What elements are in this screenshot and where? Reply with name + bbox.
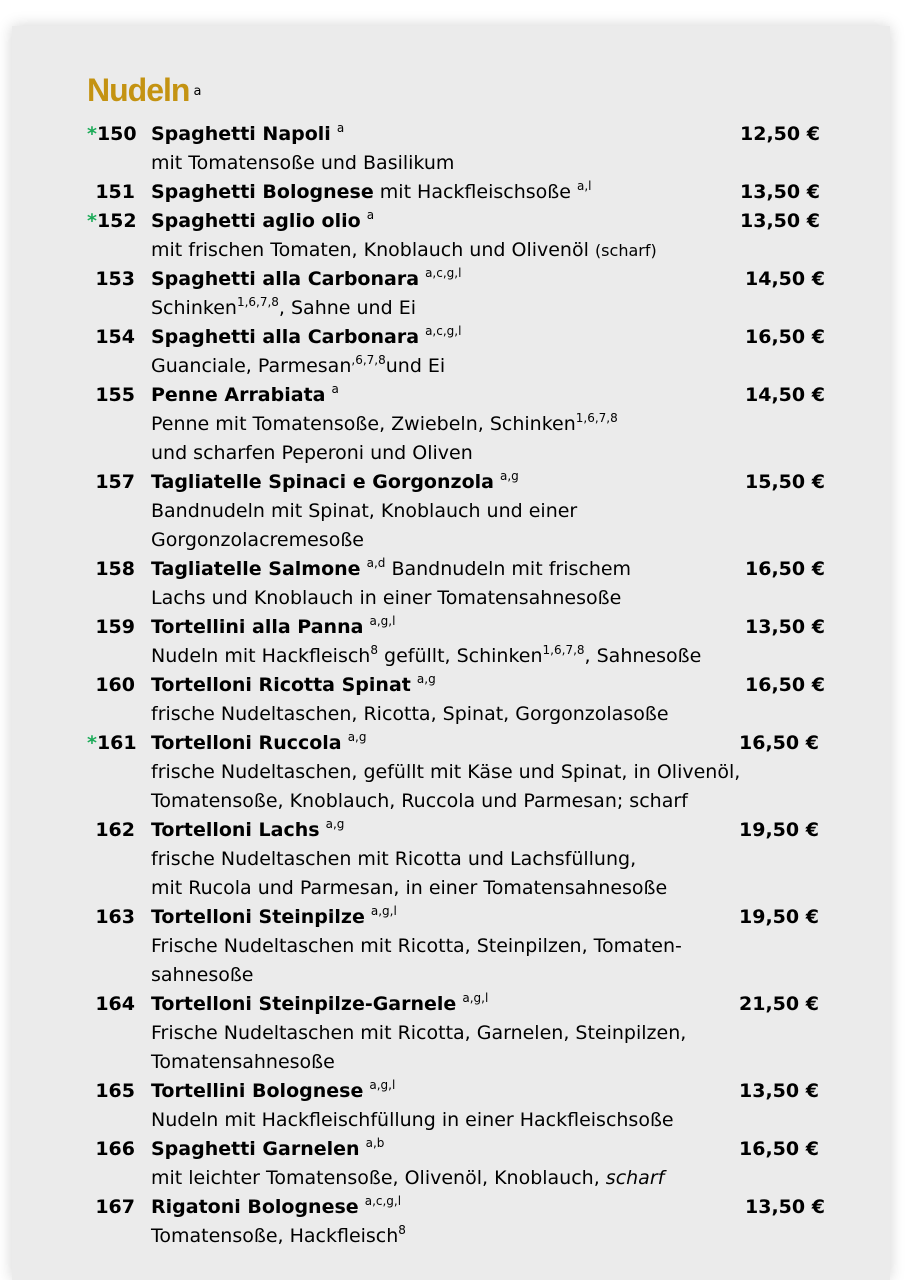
item-number-value: 164: [95, 993, 135, 1015]
item-description: [151, 1106, 847, 1135]
item-number-value: 159: [95, 616, 135, 638]
item-allergens: a,g,l: [369, 1078, 396, 1092]
item-number: [87, 265, 135, 294]
item-name: Tortellini Bolognese: [151, 1080, 364, 1102]
vegetarian-star: *: [87, 732, 97, 754]
item-number: [87, 555, 135, 584]
item-inline-desc: mit Hackfleischsoße: [379, 181, 571, 203]
item-desc-note: (scharf): [594, 241, 657, 260]
item-description: [151, 845, 847, 874]
section-allergen: a: [193, 83, 202, 99]
menu-item: [87, 323, 847, 381]
item-number-value: 155: [95, 384, 135, 406]
item-desc-allergens: 1,6,7,8: [575, 411, 618, 425]
menu-item-list: [87, 120, 847, 1251]
menu-item: [87, 1193, 847, 1251]
menu-item: [87, 178, 847, 207]
item-price: 15,50 €: [745, 471, 825, 493]
item-name: Spaghetti alla Carbonara: [151, 268, 420, 290]
item-number-value: 152: [96, 210, 137, 232]
item-number: [87, 613, 135, 642]
item-price: 19,50 €: [739, 819, 819, 841]
item-number: [87, 1077, 135, 1106]
item-desc-text: frische Nudeltaschen, Ricotta, Spinat, Gorgonzolasoße: [151, 703, 669, 725]
item-inline-desc: Bandnudeln mit frischem: [391, 558, 632, 580]
item-desc-text: mit Tomatensoße und Basilikum: [151, 152, 455, 174]
item-price: 13,50 €: [739, 1080, 819, 1102]
section-heading: [87, 72, 847, 120]
item-desc-allergens-2: 1,6,7,8: [542, 643, 585, 657]
item-desc-text: Tomatensoße, Hackfleisch: [151, 1225, 399, 1247]
item-description: [151, 1019, 847, 1048]
item-description-line-2: Tomatensahnesoße: [151, 1051, 335, 1073]
item-number: [87, 381, 135, 410]
item-description-line-2: und scharfen Peperoni und Oliven: [151, 442, 473, 464]
item-number: [87, 120, 135, 149]
menu-item: [87, 207, 847, 265]
item-allergens: a,g: [347, 730, 367, 744]
item-name: Tortelloni Steinpilze-Garnele: [151, 993, 457, 1015]
item-number: [87, 468, 135, 497]
item-allergens: a,g,l: [369, 614, 396, 628]
item-price: 21,50 €: [739, 993, 819, 1015]
menu-item: [87, 265, 847, 323]
item-description: [151, 932, 847, 961]
item-number-value: 163: [95, 906, 135, 928]
item-name: Tagliatelle Spinaci e Gorgonzola: [151, 471, 494, 493]
item-title-line: [151, 613, 847, 642]
menu-item: [87, 381, 847, 468]
item-desc-allergens: 8: [370, 643, 378, 657]
item-allergens: a,g: [500, 469, 519, 483]
item-price: 16,50 €: [745, 558, 825, 580]
item-number: [87, 990, 135, 1019]
item-desc-italic: scharf: [605, 1167, 665, 1189]
item-allergens: a,g,l: [370, 904, 397, 918]
item-desc-text: frische Nudeltaschen mit Ricotta und Lachsfüllung,: [151, 848, 637, 870]
item-price: 12,50 €: [740, 123, 820, 145]
vegetarian-star: *: [87, 123, 97, 145]
item-allergens: a: [331, 382, 339, 396]
item-name: Penne Arrabiata: [151, 384, 326, 406]
item-allergens: a,g: [325, 817, 345, 831]
item-price: 14,50 €: [745, 268, 825, 290]
menu-item: [87, 613, 847, 671]
item-name: Tortelloni Lachs: [151, 819, 320, 841]
item-number-value: 154: [95, 326, 135, 348]
item-allergens: a,g,l: [462, 991, 489, 1005]
item-number: [87, 671, 135, 700]
item-name: Spaghetti alla Carbonara: [151, 326, 420, 348]
item-desc-text: Bandnudeln mit Spinat, Knoblauch und einer: [151, 500, 578, 522]
item-name: Tortelloni Ruccola: [151, 732, 342, 754]
item-desc-allergens: ,6,7,8: [351, 353, 386, 367]
item-title-line: [151, 671, 847, 700]
item-desc-text: Penne mit Tomatensoße, Zwiebeln, Schinken: [151, 413, 576, 435]
item-number-value: 161: [96, 732, 137, 754]
menu-section: [87, 72, 847, 1251]
item-price: 16,50 €: [745, 674, 825, 696]
item-description: [151, 149, 847, 178]
item-description: [151, 410, 847, 439]
item-title-line: [151, 323, 847, 352]
item-name: Tortellini alla Panna: [151, 616, 364, 638]
item-number-value: 160: [95, 674, 135, 696]
item-number-value: 157: [95, 471, 135, 493]
item-number: [87, 178, 135, 207]
item-price: 16,50 €: [739, 1138, 819, 1160]
item-price: 13,50 €: [740, 210, 820, 232]
item-price: 14,50 €: [745, 384, 825, 406]
item-desc-text: Frische Nudeltaschen mit Ricotta, Steinpilzen, Tomaten-: [151, 935, 682, 957]
item-number: [87, 1135, 135, 1164]
item-desc-text-end: , Sahnesoße: [584, 645, 702, 667]
menu-item: [87, 990, 847, 1077]
item-description-line-2: Gorgonzolacremesoße: [151, 529, 364, 551]
item-allergens: a: [336, 121, 345, 135]
section-title: Nudeln: [87, 72, 190, 108]
menu-item: [87, 729, 847, 816]
item-desc-text: Nudeln mit Hackfleisch: [151, 645, 371, 667]
item-number: [87, 816, 135, 845]
item-allergens: a,g: [416, 672, 436, 686]
item-allergens: a,b: [365, 1136, 385, 1150]
item-allergens: a,d: [366, 556, 386, 570]
item-description-line-2: mit Rucola und Parmesan, in einer Tomatensahnesoße: [151, 877, 668, 899]
item-description: [151, 758, 847, 787]
item-number-value: 150: [96, 123, 137, 145]
item-desc-text-cont: und Ei: [385, 355, 446, 377]
item-name: Tortelloni Steinpilze: [151, 906, 365, 928]
item-description: [151, 700, 847, 729]
item-description: [151, 294, 847, 323]
item-desc-allergens: 1,6,7,8: [236, 295, 279, 309]
item-allergens: a,c,g,l: [425, 266, 462, 280]
item-description-line-2: sahnesoße: [151, 964, 254, 986]
item-description: [151, 642, 847, 671]
item-description: [151, 584, 847, 613]
item-desc-text: Frische Nudeltaschen mit Ricotta, Garnelen, Steinpilzen,: [151, 1022, 687, 1044]
item-price: 13,50 €: [745, 1196, 825, 1218]
item-number: [87, 1193, 135, 1222]
item-description: [151, 352, 847, 381]
item-description: [151, 1164, 847, 1193]
item-name: Tagliatelle Salmone: [151, 558, 361, 580]
item-name: Rigatoni Bolognese: [151, 1196, 359, 1218]
item-allergens: a,c,g,l: [364, 1194, 402, 1208]
menu-item: [87, 1077, 847, 1135]
item-number-value: 153: [95, 268, 135, 290]
menu-item: [87, 555, 847, 613]
item-description-line-2: Tomatensoße, Knoblauch, Ruccola und Parmesan; scharf: [151, 790, 688, 812]
item-desc-text: Lachs und Knoblauch in einer Tomatensahnesoße: [151, 587, 622, 609]
menu-item: [87, 1135, 847, 1193]
item-description: [151, 236, 847, 265]
item-name: Spaghetti Bolognese: [151, 181, 374, 203]
menu-item: [87, 120, 847, 178]
item-title-line: [151, 1193, 847, 1222]
menu-item: [87, 816, 847, 903]
item-number: [87, 323, 135, 352]
menu-item: [87, 468, 847, 555]
item-name: Spaghetti Napoli: [151, 123, 331, 145]
menu-item: [87, 903, 847, 990]
item-number: [87, 729, 135, 758]
item-price: 16,50 €: [745, 326, 825, 348]
menu-item: [87, 671, 847, 729]
item-number: [87, 207, 135, 236]
item-desc-text-cont: , Sahne und Ei: [278, 297, 416, 319]
item-description: [151, 497, 847, 526]
item-name: Spaghetti aglio olio: [151, 210, 361, 232]
item-allergens: a: [366, 208, 375, 222]
item-name: Spaghetti Garnelen: [151, 1138, 360, 1160]
item-number-value: 158: [95, 558, 135, 580]
item-desc-text: Nudeln mit Hackfleischfüllung in einer Hackfleischsoße: [151, 1109, 674, 1131]
item-price: 13,50 €: [745, 616, 825, 638]
item-desc-text: frische Nudeltaschen, gefüllt mit Käse und Spinat, in Olivenöl,: [151, 761, 741, 783]
item-number-value: 151: [95, 181, 135, 203]
vegetarian-star: *: [87, 210, 97, 232]
item-desc-text: Schinken: [151, 297, 237, 319]
item-price: 16,50 €: [739, 732, 819, 754]
item-number: [87, 903, 135, 932]
item-desc-text: mit frischen Tomaten, Knoblauch und Olivenöl: [151, 239, 589, 261]
item-desc-allergens: 8: [398, 1223, 406, 1237]
item-number-value: 165: [95, 1080, 135, 1102]
item-allergens: a,l: [577, 179, 592, 193]
menu-page: [12, 26, 890, 1280]
item-title-line: [151, 555, 847, 584]
item-title-line: [151, 265, 847, 294]
item-desc-text: Guanciale, Parmesan: [151, 355, 352, 377]
item-allergens: a,c,g,l: [425, 324, 462, 338]
item-number-value: 167: [95, 1196, 135, 1218]
item-number-value: 166: [95, 1138, 135, 1160]
item-title-line: [151, 381, 847, 410]
item-name: Tortelloni Ricotta Spinat: [151, 674, 411, 696]
item-desc-text: mit leichter Tomatensoße, Olivenöl, Knoblauch,: [151, 1167, 606, 1189]
item-description: [151, 1222, 847, 1251]
item-price: 13,50 €: [740, 181, 820, 203]
item-number-value: 162: [95, 819, 135, 841]
item-price: 19,50 €: [739, 906, 819, 928]
item-title-line: [151, 468, 847, 497]
item-desc-text-cont: gefüllt, Schinken: [378, 645, 543, 667]
